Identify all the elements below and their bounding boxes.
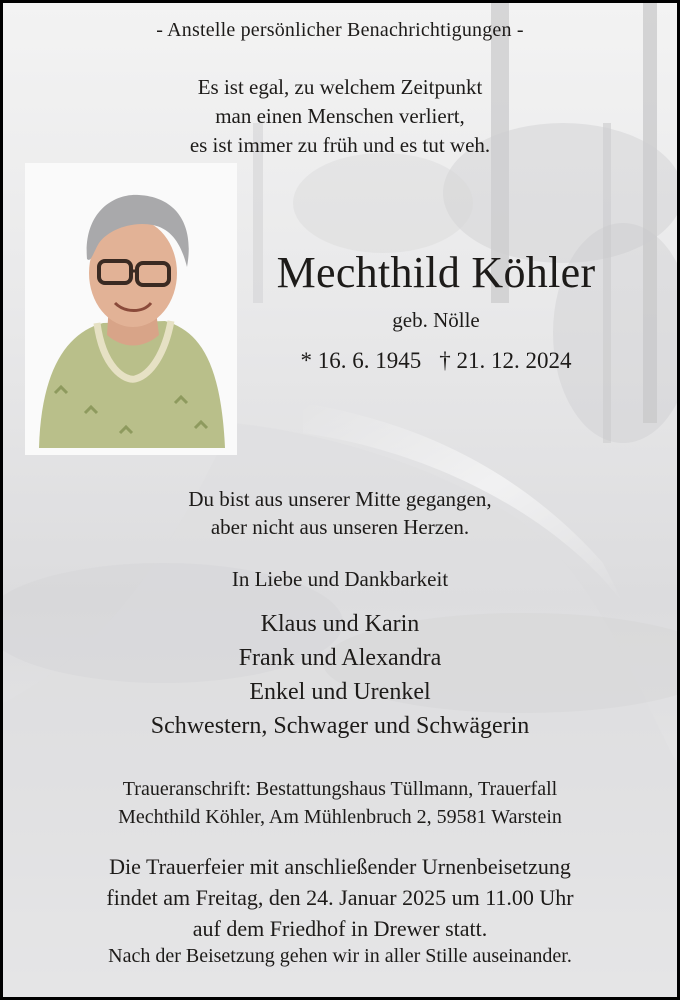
- mourners-list: [3, 607, 677, 743]
- service-line: findet am Freitag, den 24. Januar 2025 um 11.00 Uhr: [106, 885, 574, 910]
- notice-header: - Anstelle persönlicher Benachrichtigungen -: [156, 19, 524, 41]
- birth-name: geb. Nölle: [392, 308, 480, 332]
- life-dates: [241, 348, 631, 374]
- poem-line: es ist immer zu früh und es tut weh.: [189, 133, 491, 157]
- address-line: Traueranschrift: Bestattungshaus Tüllmann, Trauerfall: [122, 778, 558, 800]
- address-line: Mechthild Köhler, Am Mühlenbruch 2, 59581 Warstein: [118, 806, 562, 828]
- funeral-service-info: [3, 851, 677, 944]
- portrait-photo: [25, 163, 237, 455]
- mourning-address: [3, 775, 677, 831]
- deceased-name: Mechthild Köhler: [276, 248, 596, 297]
- poem-line: man einen Menschen verliert,: [215, 104, 465, 128]
- mourner-entry: Klaus und Karin: [260, 611, 420, 637]
- death-date: † 21. 12. 2024: [439, 348, 572, 373]
- memorial-verse: [3, 485, 677, 541]
- love-line: In Liebe und Dankbarkeit: [231, 567, 449, 591]
- poem: [3, 73, 677, 160]
- birth-date: * 16. 6. 1945: [300, 348, 422, 373]
- mourner-entry: Frank und Alexandra: [238, 645, 442, 671]
- mourner-entry: Schwestern, Schwager und Schwägerin: [150, 713, 530, 739]
- service-line: auf dem Friedhof in Drewer statt.: [192, 916, 488, 941]
- service-line: Die Trauerfeier mit anschließender Urnenbeisetzung: [109, 854, 571, 879]
- closing-note: Nach der Beisetzung gehen wir in aller Stille auseinander.: [108, 945, 572, 967]
- mourner-entry: Enkel und Urenkel: [249, 679, 431, 705]
- verse-line: Du bist aus unserer Mitte gegangen,: [188, 487, 492, 511]
- poem-line: Es ist egal, zu welchem Zeitpunkt: [197, 75, 483, 99]
- verse-line: aber nicht aus unseren Herzen.: [210, 515, 470, 539]
